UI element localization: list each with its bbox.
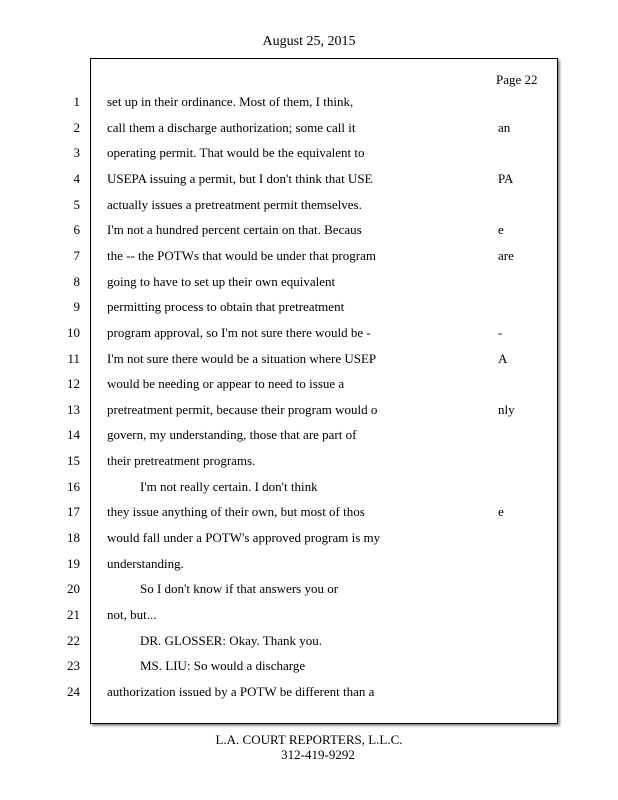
line-number: 14	[67, 427, 80, 442]
line-text: they issue anything of their own, but most of thos	[107, 504, 365, 519]
line-number: 20	[67, 581, 80, 596]
line-text: not, but...	[107, 607, 157, 622]
line-number: 3	[73, 145, 80, 160]
line-number: 15	[67, 453, 80, 468]
line-number: 23	[67, 658, 80, 673]
line-text: MS. LIU: So would a discharge	[140, 658, 306, 673]
line-text: actually issues a pretreatment permit themselves.	[107, 197, 362, 212]
line-number: 12	[67, 376, 80, 391]
line-text: the -- the POTWs that would be under that program	[107, 248, 376, 263]
line-text: pretreatment permit, because their program would o	[107, 402, 378, 417]
line-text: program approval, so I'm not sure there would be -	[107, 325, 371, 340]
line-text: govern, my understanding, those that are part of	[107, 427, 357, 442]
footer-company: L.A. COURT REPORTERS, L.L.C.	[215, 732, 403, 747]
line-number: 19	[67, 556, 80, 571]
line-text: I'm not really certain. I don't think	[140, 479, 318, 494]
line-text: So I don't know if that answers you or	[140, 581, 339, 596]
line-number: 2	[73, 120, 80, 135]
line-overflow-text: are	[498, 248, 514, 263]
line-text: going to have to set up their own equivalent	[107, 274, 336, 289]
line-overflow-text: e	[498, 504, 504, 519]
line-text: their pretreatment programs.	[107, 453, 256, 468]
footer-phone: 312-419-9292	[281, 747, 355, 762]
line-number: 22	[67, 633, 80, 648]
line-number: 21	[67, 607, 80, 622]
line-overflow-text: -	[498, 325, 503, 340]
line-overflow-text: PA	[498, 171, 514, 186]
line-text: understanding.	[107, 556, 184, 571]
line-overflow-text: an	[498, 120, 511, 135]
line-text: I'm not sure there would be a situation where USEP	[107, 351, 377, 366]
line-number: 24	[67, 684, 80, 699]
line-text: I'm not a hundred percent certain on that. Becaus	[107, 222, 362, 237]
line-number: 7	[73, 248, 80, 263]
line-number: 10	[67, 325, 80, 340]
line-number: 17	[67, 504, 80, 519]
line-number: 16	[67, 479, 80, 494]
line-number: 1	[73, 94, 80, 109]
line-text: operating permit. That would be the equivalent to	[107, 145, 365, 160]
line-number: 11	[67, 351, 80, 366]
line-text: call them a discharge authorization; some call it	[107, 120, 356, 135]
line-text: would be needing or appear to need to issue a	[107, 376, 345, 391]
line-text: USEPA issuing a permit, but I don't think that USE	[107, 171, 373, 186]
line-text: set up in their ordinance. Most of them, I think,	[107, 94, 354, 109]
line-number: 6	[73, 222, 80, 237]
footer	[0, 732, 618, 762]
line-overflow-text: e	[498, 222, 504, 237]
line-text: DR. GLOSSER: Okay. Thank you.	[140, 633, 322, 648]
line-text: would fall under a POTW's approved program is my	[107, 530, 381, 545]
line-overflow-text: A	[498, 351, 508, 366]
page-number-label: Page 22	[496, 72, 538, 87]
line-number: 9	[73, 299, 80, 314]
line-number: 18	[67, 530, 80, 545]
line-number: 4	[73, 171, 80, 186]
line-overflow-text: nly	[498, 402, 515, 417]
line-number: 5	[73, 197, 80, 212]
line-text: permitting process to obtain that pretreatment	[107, 299, 345, 314]
header-date: August 25, 2015	[262, 34, 356, 49]
line-number: 13	[67, 402, 80, 417]
line-text: authorization issued by a POTW be different than a	[107, 684, 375, 699]
line-number: 8	[73, 274, 80, 289]
